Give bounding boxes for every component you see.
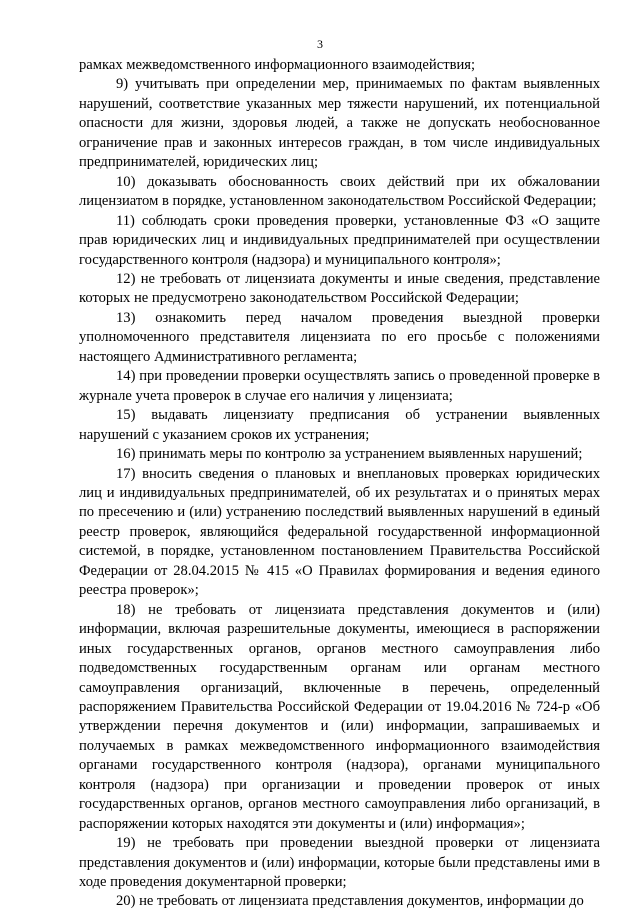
list-item-11: 11) соблюдать сроки проведения проверки, установленные ФЗ «О защите прав юридических лиц и индивидуальных предпринимателей при осуществлении государственного контроля (надзора) и муниципального контроля»; (79, 212, 600, 268)
list-item-12: 12) не требовать от лицензиата документы и иные сведения, представление которых не предусмотрено законодательством Российской Федерации; (79, 270, 600, 307)
list-item-18: 18) не требовать от лицензиата представления документов и (или) информации, включая разрешительные документы, имеющиеся в распоряжении иных государственных органов, органов местного самоуправления либо подведомственных государственным органам или органам местного самоуправления организаций, включенные в перечень, определенный распоряжением Правительства Российской Федерации от 19.04.2016 № 724-р «Об утверждении перечня документов и (или) информации, запрашиваемых и получаемых в рамках межведомственного информационного взаимодействия органами государственного контроля (надзора), органами муниципального контроля (надзора) при организации и проведении проверок от иных государственных органов, органов местного самоуправления либо организаций, в распоряжении которых находятся эти документы и (или) информация»; (79, 601, 600, 832)
page-number: 3 (317, 37, 323, 51)
list-item-15: 15) выдавать лицензиату предписания об устранении выявленных нарушений с указанием сроков их устранения; (79, 407, 600, 443)
list-item-13: 13) ознакомить перед началом проведения выездной проверки уполномоченного представителя лицензиата по его просьбе с положениями настоящего Административного регламента; (79, 309, 600, 365)
list-item-19: 19) не требовать при проведении выездной проверки от лицензиата представления документов и (или) информации, которые были представлены ими в ходе проведения документарной проверки; (79, 835, 600, 891)
list-item-20: 20) не требовать от лицензиата представления документов, информации до (116, 893, 584, 910)
list-item-17: 17) вносить сведения о плановых и внеплановых проверках юридических лиц и индивидуальных предпринимателей, об их результатах и о принятых мерах по пресечению и (или) устранению последствий выявленных нарушений в единый реестр проверок, являющийся федеральной государственной информационной системой, в порядке, установленном постановлением Правительства Российской Федерации от 28.04.2015 № 415 «О Правилах формирования и ведения единого реестра проверок»; (79, 465, 600, 599)
list-item-10: 10) доказывать обоснованность своих действий при их обжаловании лицензиатом в порядке, установленном законодательством Российской Федерации; (79, 173, 600, 210)
list-item-16: 16) принимать меры по контролю за устранением выявленных нарушений; (116, 446, 583, 463)
document-body (79, 56, 600, 912)
list-item-9: 9) учитывать при определении мер, принимаемых по фактам выявленных нарушений, соответствие указанных мер тяжести нарушений, их потенциальной опасности для жизни, здоровья людей, а также не допускать необоснованное ограничение прав и законных интересов граждан, в том числе индивидуальных предпринимателей, юридических лиц; (79, 76, 600, 171)
list-item-14: 14) при проведении проверки осуществлять запись о проведенной проверке в журнале учета проверок в случае его наличия у лицензиата; (79, 368, 600, 404)
paragraph-continuation: рамках межведомственного информационного взаимодействия; (79, 57, 476, 73)
